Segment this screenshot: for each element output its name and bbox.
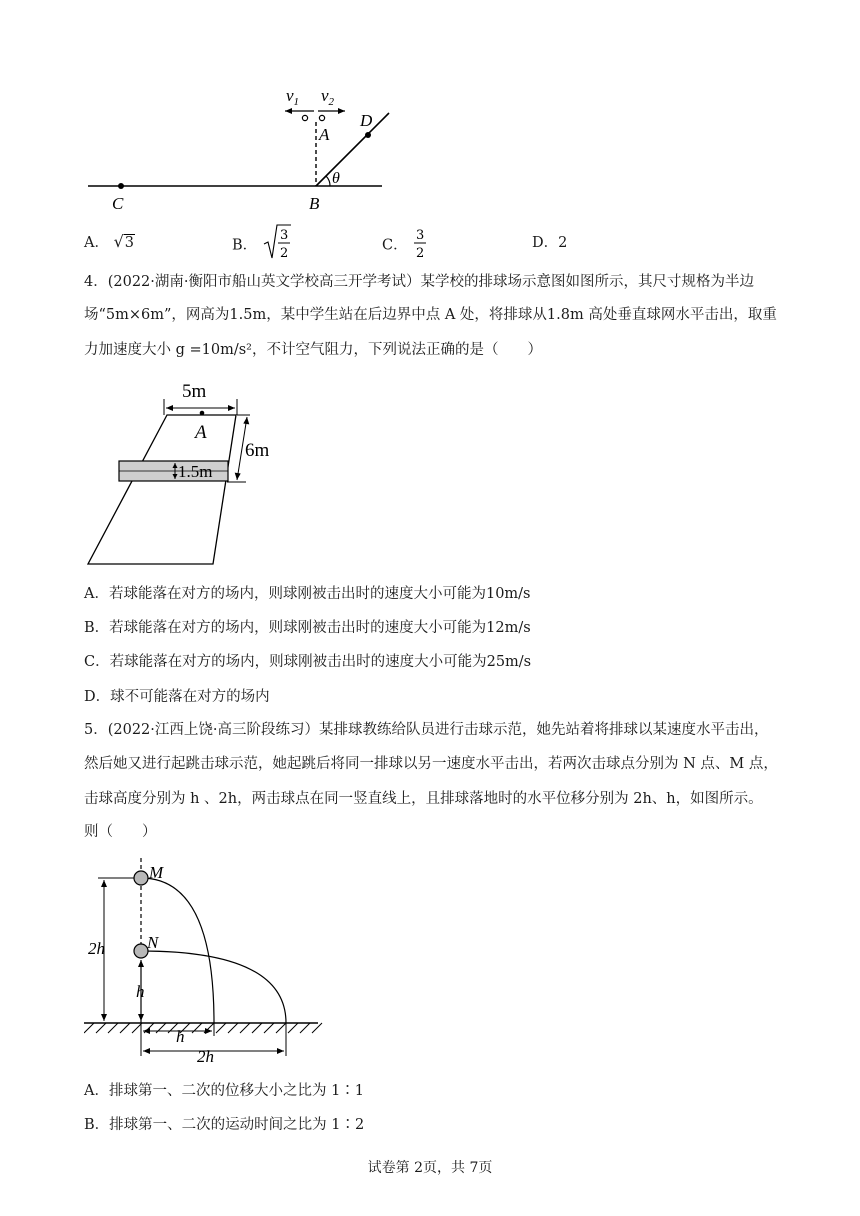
point-c [118, 183, 124, 189]
q4-option-b: B．若球能落在对方的场内，则球刚被击出时的速度大小可能为12m/s [84, 620, 531, 636]
q3-option-b: B． 3 2 [232, 222, 292, 266]
angle-arc [326, 176, 330, 186]
svg-text:3: 3 [279, 228, 289, 243]
svg-text:2: 2 [279, 246, 289, 261]
label-c: C [112, 194, 124, 213]
ball-n [134, 944, 148, 958]
label-theta: θ [332, 170, 340, 187]
label-b: B [309, 194, 320, 213]
label-2h-horizontal: 2h [197, 1047, 214, 1066]
label-n: N [147, 933, 159, 952]
label-a: A [319, 125, 330, 144]
label-v1: $v_1$ [286, 86, 300, 108]
point-d [365, 132, 371, 138]
q5-option-b: B．排球第一、二次的运动时间之比为 1∶2 [84, 1117, 365, 1133]
ball-m [134, 871, 148, 885]
q5-stem-line-4: 则（ ） [84, 824, 157, 840]
q4-stem-line-1: 4．(2022·湖南·衡阳市船山英文学校高三开学考试）某学校的排球场示意图如图所示，其尺寸规格为半边 [84, 274, 754, 290]
q4-stem-line-2: 场“5m×6m”，网高为1.5m，某中学生站在后边界中点 A 处，将排球从1.8m 高处垂直球网水平击出，取重 [84, 307, 777, 323]
ball-right [319, 115, 324, 120]
label-5m: 5m [182, 381, 207, 402]
q3-option-c: C． 3 2 [382, 222, 430, 266]
label-h-horizontal: h [176, 1027, 185, 1046]
ball-left [302, 115, 307, 120]
label-v2: $v_2$ [321, 86, 335, 108]
incline-line [316, 113, 389, 186]
q4-option-c: C．若球能落在对方的场内，则球刚被击出时的速度大小可能为25m/s [84, 654, 532, 670]
q4-option-a: A．若球能落在对方的场内，则球刚被击出时的速度大小可能为10m/s [84, 586, 531, 602]
label-1-5m: 1.5m [178, 462, 213, 481]
q4-stem-line-3: 力加速度大小 g =10m/s²，不计空气阻力，下列说法正确的是（ ） [84, 342, 542, 358]
label-h-vertical: h [136, 982, 145, 1001]
q5-stem-line-1: 5．(2022·江西上饶·高三阶段练习）某排球教练给队员进行击球示范，她先站着将排球以某速度水平击出， [84, 722, 769, 738]
q3-option-d: D．2 [532, 235, 568, 251]
option-c-value [412, 222, 430, 266]
q3-figure [80, 78, 400, 218]
q4-court-figure [84, 378, 284, 574]
label-m: M [149, 863, 164, 882]
q5-stem-line-3: 击球高度分别为 h 、2h，两击球点在同一竖直线上，且排球落地时的水平位移分别为 2h、h，如图所示。 [84, 791, 763, 807]
label-2h-vertical: 2h [88, 939, 105, 958]
label-6m: 6m [245, 440, 270, 461]
page-footer: 试卷第 2页，共 7页 [367, 1160, 493, 1176]
option-b-value [262, 222, 292, 266]
court-outline [88, 415, 236, 564]
svg-text:2: 2 [416, 246, 425, 261]
q5-trajectory-figure [84, 856, 324, 1070]
option-a-value: √3 [113, 232, 135, 251]
svg-text:3: 3 [416, 228, 425, 243]
q5-option-a: A．排球第一、二次的位移大小之比为 1∶1 [84, 1083, 365, 1099]
point-a [200, 411, 205, 416]
q4-option-d: D．球不可能落在对方的场内 [84, 689, 270, 705]
q3-option-a: A． √3 [84, 232, 135, 251]
label-a: A [195, 422, 207, 443]
q5-stem-line-2: 然后她又进行起跳击球示范，她起跳后将同一排球以另一速度水平击出，若两次击球点分别为 N 点、M 点， [84, 756, 778, 772]
label-d: D [360, 111, 373, 130]
